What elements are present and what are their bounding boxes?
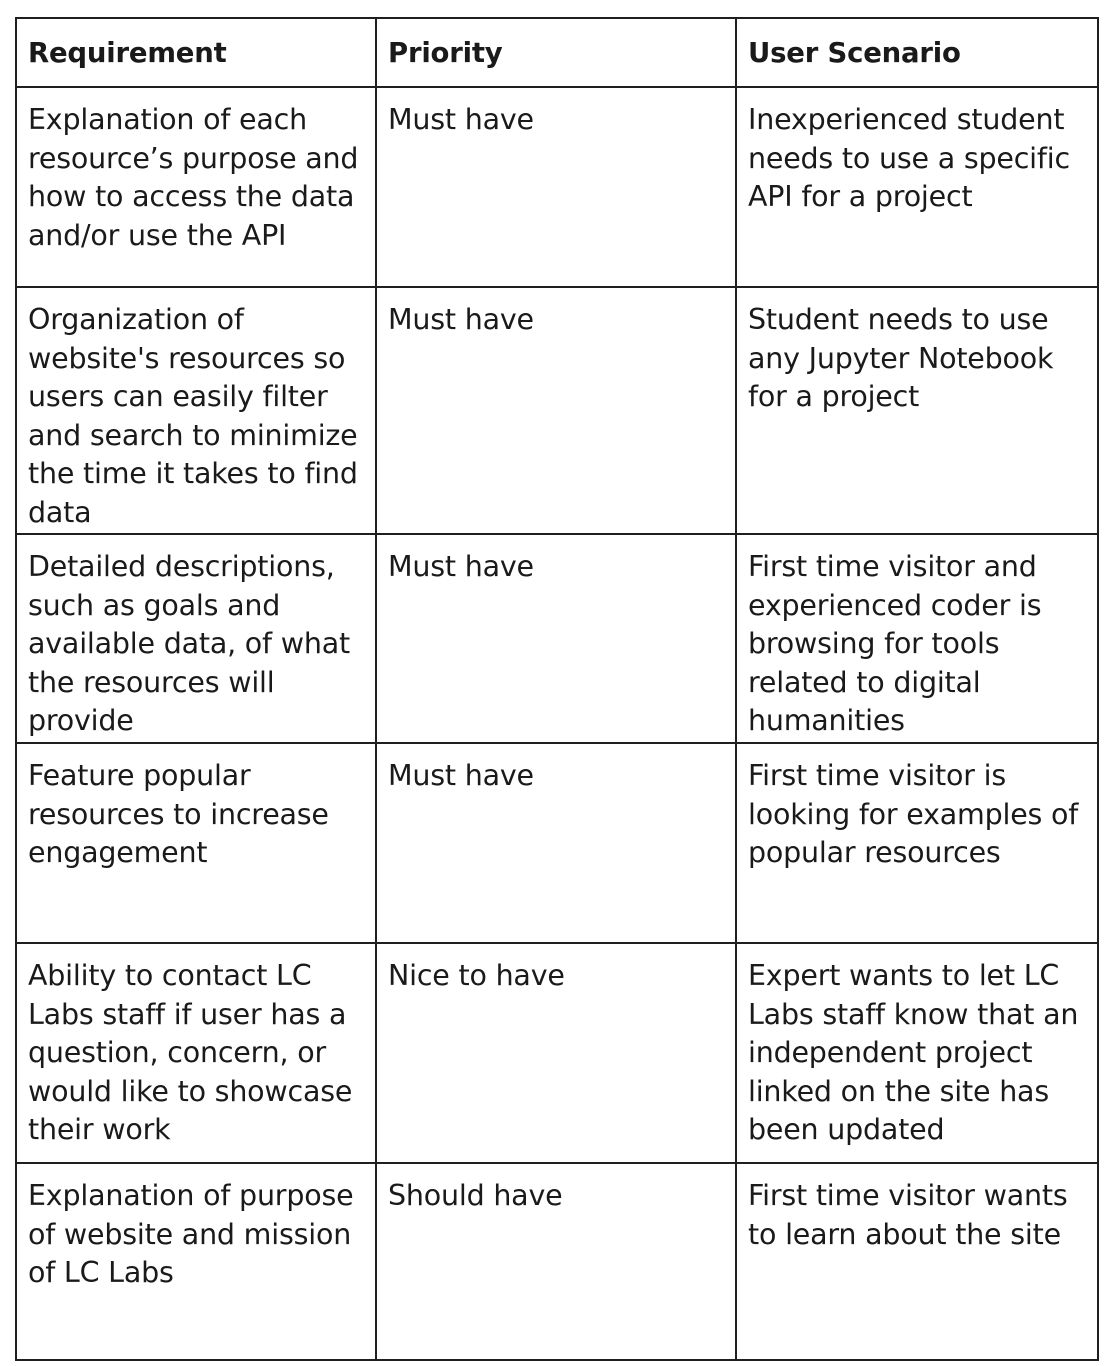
table-row xyxy=(16,943,1098,1163)
requirement-cell: Detailed descriptions, such as goals and available data, of what the resources will provide xyxy=(16,534,376,743)
priority-cell: Must have xyxy=(376,743,736,943)
priority-cell: Must have xyxy=(376,87,736,287)
header-user-scenario: User Scenario xyxy=(736,18,1098,87)
header-priority: Priority xyxy=(376,18,736,87)
requirement-cell: Ability to contact LC Labs staff if user has a question, concern, or would like to showcase their work xyxy=(16,943,376,1163)
scenario-cell: Expert wants to let LC Labs staff know that an independent project linked on the site has been updated xyxy=(736,943,1098,1163)
priority-cell: Must have xyxy=(376,534,736,743)
priority-cell: Nice to have xyxy=(376,943,736,1163)
table-row xyxy=(16,743,1098,943)
requirements-table xyxy=(15,17,1099,1361)
requirement-cell: Feature popular resources to increase engagement xyxy=(16,743,376,943)
scenario-cell: First time visitor and experienced coder is browsing for tools related to digital humanities xyxy=(736,534,1098,743)
table-row xyxy=(16,87,1098,287)
requirement-cell: Organization of website's resources so users can easily filter and search to minimize the time it takes to find data xyxy=(16,287,376,534)
table-row xyxy=(16,287,1098,534)
scenario-cell: First time visitor wants to learn about the site xyxy=(736,1163,1098,1360)
scenario-cell: Student needs to use any Jupyter Notebook for a project xyxy=(736,287,1098,534)
header-requirement: Requirement xyxy=(16,18,376,87)
table-row xyxy=(16,534,1098,743)
requirement-cell: Explanation of purpose of website and mission of LC Labs xyxy=(16,1163,376,1360)
scenario-cell: Inexperienced student needs to use a specific API for a project xyxy=(736,87,1098,287)
priority-cell: Should have xyxy=(376,1163,736,1360)
priority-cell: Must have xyxy=(376,287,736,534)
header-row xyxy=(16,18,1098,87)
requirement-cell: Explanation of each resource’s purpose and how to access the data and/or use the API xyxy=(16,87,376,287)
scenario-cell: First time visitor is looking for examples of popular resources xyxy=(736,743,1098,943)
table-row xyxy=(16,1163,1098,1360)
